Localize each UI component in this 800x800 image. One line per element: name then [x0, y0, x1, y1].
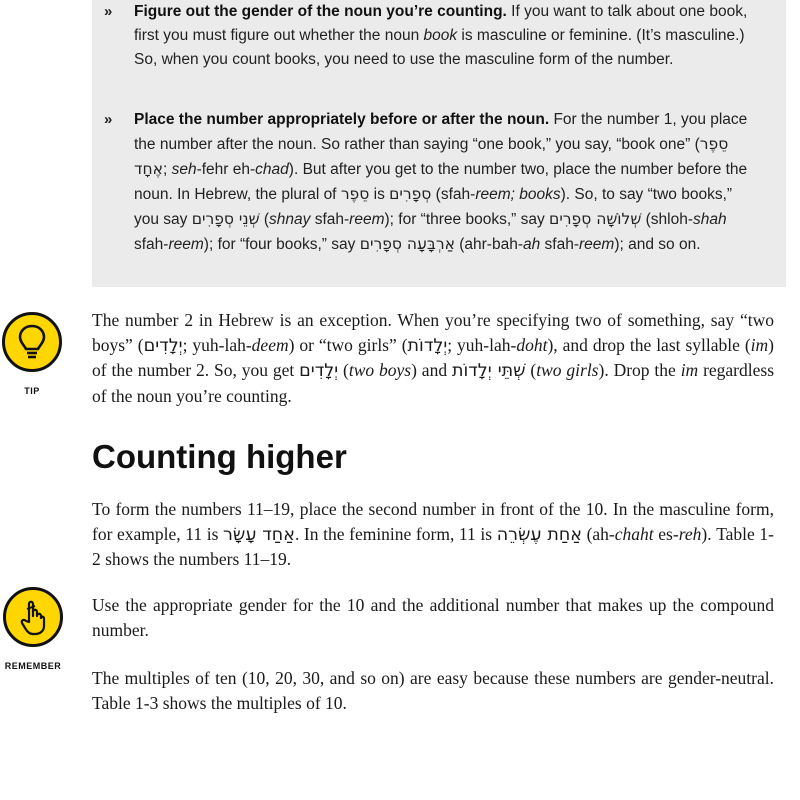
text-run: two boys: [348, 360, 412, 380]
text-run: (shloh-: [641, 211, 694, 228]
text-run: ; yuh-lah-: [447, 334, 517, 355]
text-run: (: [259, 211, 270, 228]
text-run: reh: [678, 523, 702, 544]
text-run: im: [750, 334, 769, 355]
text-run: chaht: [614, 523, 654, 544]
text-run: If you want to talk about one book, first you must figure out whether the noun: [134, 3, 748, 44]
text-run: ). But after you get to the number two, place the number before the noun. In Hebrew, the plural of: [134, 161, 748, 203]
text-run: book: [423, 27, 458, 44]
text-run: . In the feminine form, 11 is: [294, 523, 497, 544]
text-run: deem: [251, 334, 289, 355]
text-run: two girls: [536, 360, 599, 380]
text-run: ); and so on.: [614, 236, 701, 253]
text-run: (ahr-bah-: [454, 236, 523, 253]
finger-string-icon: [3, 587, 63, 647]
text-run: sfah-: [134, 236, 169, 253]
text-run: seh: [171, 161, 197, 178]
text-run: ), and drop the last syllable (: [547, 334, 751, 355]
text-run: reem: [579, 236, 615, 253]
text-run: The number 2 in Hebrew is an exception. When you’re specifying two of something, say “two boys” (: [92, 310, 774, 355]
text-run: ) of the number 2. So, you get: [92, 334, 774, 380]
remember-paragraph: Use the appropriate gender for the 10 and the additional number that makes up the compound number.: [92, 595, 774, 640]
body-paragraph: [92, 497, 774, 572]
hebrew-text: סֵפֶר אֶחָד: [134, 135, 729, 178]
text-run: ). Drop the: [598, 360, 681, 380]
body-paragraph-2: The multiples of ten (10, 20, 30, and so on) are easy because these numbers are gender-neutral. Table 1-3 shows the multiples of 10.: [92, 668, 774, 713]
tip-paragraph: [92, 308, 774, 408]
text-run: is masculine or feminine. (It’s masculine.) So, when you count books, you need to use the masculine form of the number.: [134, 27, 745, 68]
hebrew-text: סְפָרִים: [389, 185, 432, 203]
bullet-text: [134, 0, 754, 72]
hebrew-text: אַחַת עֶשְׂרֵה: [496, 524, 582, 545]
text-run: ) or “two girls” (: [288, 334, 408, 355]
text-run: ); for “four books,” say: [203, 236, 360, 253]
hebrew-text: שְׁלוֹשָׁה סְפָרִים: [549, 210, 642, 228]
text-run: (ah-: [581, 523, 615, 544]
text-run: reem; books: [475, 186, 561, 203]
text-run: For the number 1, you place the number after the noun. So rather than saying “one book,” you say, “book one” (: [134, 111, 748, 153]
hebrew-text: שְׁתֵּי יְלָדוֹת: [451, 361, 526, 381]
text-run: chad: [255, 161, 289, 178]
text-run: reem: [168, 236, 204, 253]
hebrew-text: יְלָדִים: [143, 335, 183, 356]
text-run: regardless of the noun you’re counting.: [92, 360, 775, 406]
hebrew-text: סֵפֶר: [340, 185, 370, 203]
text-run: im: [680, 360, 699, 380]
bullet-marker: »: [104, 111, 111, 128]
text-run: ) and: [411, 360, 452, 380]
text-run: -fehr eh-: [196, 161, 256, 178]
text-run: doht: [516, 334, 548, 355]
text-run: Figure out the gender of the noun you’re counting.: [134, 3, 507, 20]
text-run: (: [338, 360, 349, 380]
text-run: ah: [523, 236, 541, 253]
text-run: ); for “three books,” say: [384, 211, 550, 228]
text-run: is: [369, 186, 390, 203]
hebrew-text: שְׁנֵי סְפָרִים: [191, 210, 260, 228]
text-run: ; yuh-lah-: [182, 334, 252, 355]
text-run: reem: [349, 211, 385, 228]
bullet-text: [134, 108, 754, 257]
text-run: ;: [162, 161, 172, 178]
bullet-marker: »: [104, 3, 111, 20]
text-run: shah: [693, 211, 727, 228]
remember-label: REMEMBER: [4, 661, 62, 671]
text-run: ). Table 1-2 shows the numbers 11–19.: [92, 523, 774, 569]
text-run: shnay: [269, 211, 311, 228]
text-run: (: [525, 360, 537, 380]
tip-icon-block: [0, 312, 64, 396]
text-run: ). So, to say “two books,” you say: [134, 186, 733, 228]
remember-icon-block: [0, 587, 66, 671]
section-heading: Counting higher: [92, 438, 347, 475]
tip-label: TIP: [24, 386, 40, 396]
text-run: sfah-: [310, 211, 350, 228]
text-run: Place the number appropriately before or after the noun.: [134, 111, 550, 128]
text-run: (sfah-: [431, 186, 476, 203]
text-run: sfah-: [540, 236, 580, 253]
hebrew-text: אַרְבָּעָה סְפָרִים: [359, 235, 455, 253]
bullet-item: [104, 0, 754, 72]
hebrew-text: יְלָדוֹת: [407, 335, 448, 356]
text-run: es-: [653, 523, 679, 544]
hebrew-text: אַחַד עָשָׂר: [223, 524, 295, 545]
bullet-item: [104, 108, 754, 257]
hebrew-text: יְלָדִים: [299, 361, 339, 381]
lightbulb-icon: [2, 312, 62, 372]
text-run: To form the numbers 11–19, place the second number in front of the 10. In the masculine form, for example, 11 is: [92, 499, 774, 544]
